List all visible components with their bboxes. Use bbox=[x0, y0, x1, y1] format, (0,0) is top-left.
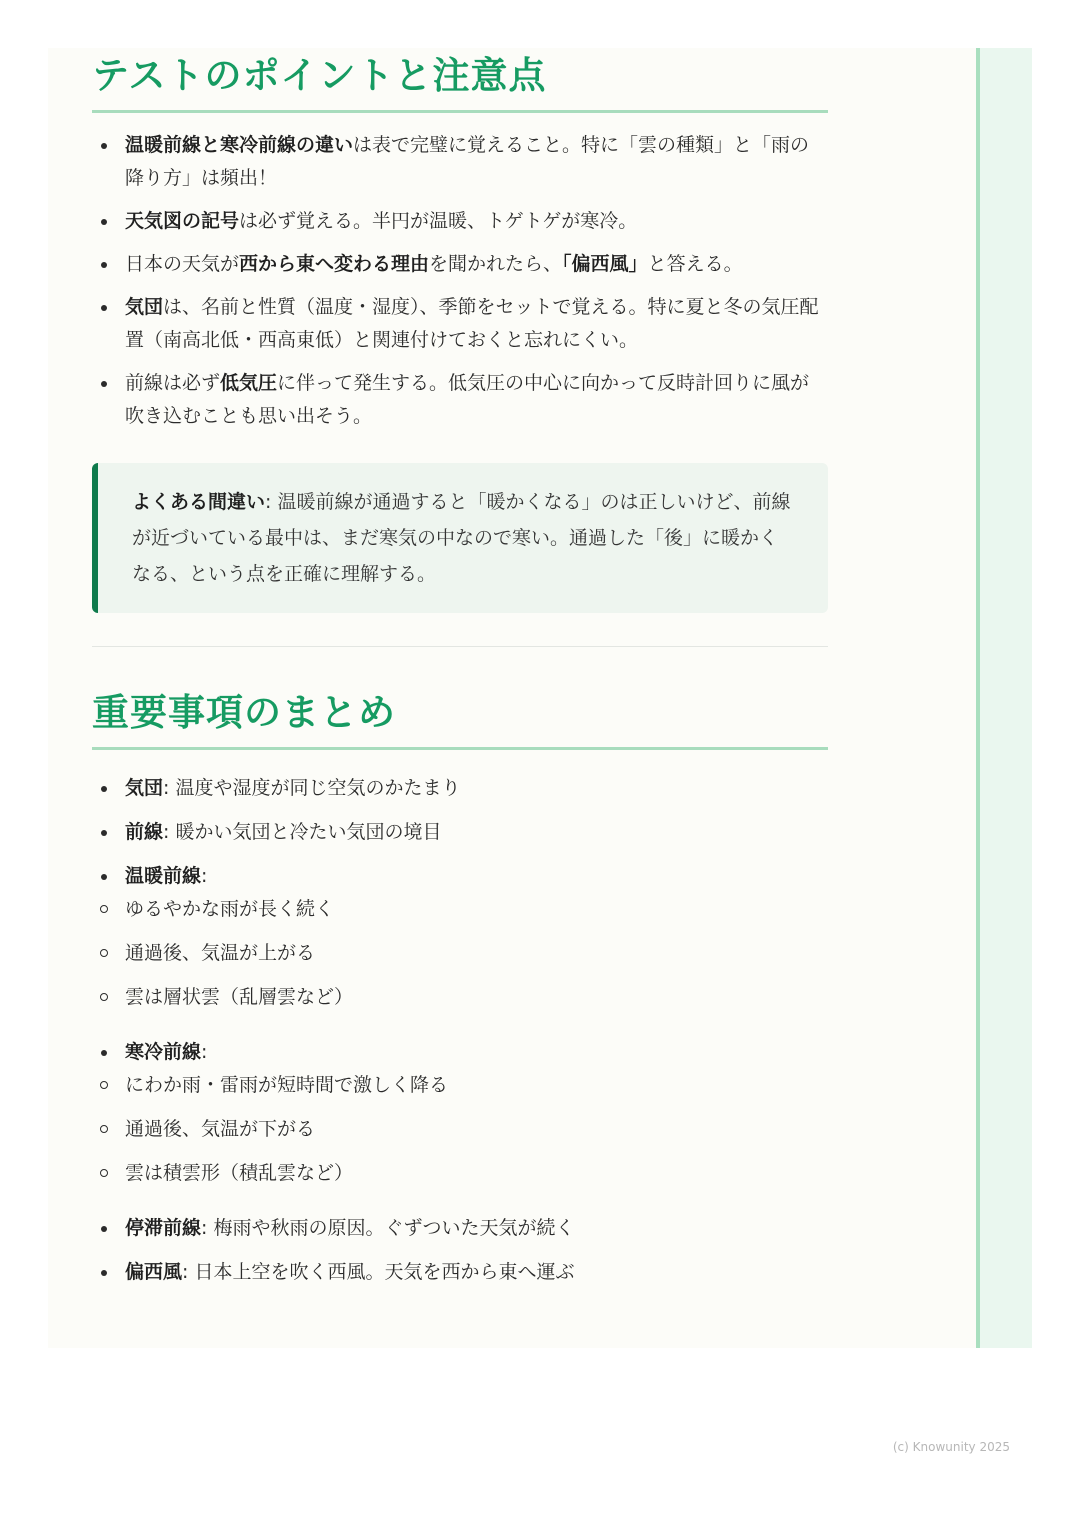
sub-list bbox=[92, 1069, 828, 1190]
bold-text: 温暖前線と寒冷前線の違い bbox=[125, 134, 354, 156]
text: を聞かれたら、 bbox=[429, 253, 563, 275]
text: 日本の天気が bbox=[125, 253, 240, 275]
term: 偏西風 bbox=[125, 1261, 183, 1283]
sub-list bbox=[92, 893, 828, 1014]
bold-text: 気団 bbox=[125, 296, 164, 318]
list-item bbox=[92, 129, 828, 195]
list-item bbox=[92, 1212, 828, 1245]
term: 停滞前線 bbox=[125, 1217, 202, 1239]
term: 温暖前線 bbox=[125, 865, 202, 887]
sub-list-item: 通過後、気温が上がる bbox=[92, 937, 828, 970]
text: と答える。 bbox=[647, 253, 743, 275]
section-divider bbox=[92, 646, 828, 647]
list-item bbox=[92, 772, 828, 805]
bold-text: 西から東へ変わる理由 bbox=[239, 253, 430, 275]
description: : 温度や湿度が同じ空気のかたまり bbox=[163, 777, 461, 799]
sub-list-item: 通過後、気温が下がる bbox=[92, 1113, 828, 1146]
term: 寒冷前線 bbox=[125, 1041, 202, 1063]
summary-list bbox=[92, 772, 828, 1289]
content bbox=[92, 48, 828, 1289]
side-strip bbox=[976, 48, 1032, 1348]
list-item bbox=[92, 291, 828, 357]
list-item bbox=[92, 1256, 828, 1289]
text: は表で完璧に覚えること。特に「雲の種類」と「雨の降り方」は頻出！ bbox=[125, 134, 810, 189]
term: 気団 bbox=[125, 777, 164, 799]
list-item bbox=[92, 816, 828, 849]
callout-text: : 温暖前線が通過すると「暖かくなる」のは正しいけど、前線が近づいている最中は、まだ寒気の中なので寒い。通過した「後」に暖かくなる、という点を正確に理解する。 bbox=[132, 491, 791, 585]
term: 前線 bbox=[125, 821, 164, 843]
list-item bbox=[92, 248, 828, 281]
common-mistake-callout bbox=[92, 463, 828, 613]
list-item bbox=[92, 367, 828, 433]
sub-list-item: ゆるやかな雨が長く続く bbox=[92, 893, 828, 926]
section-title-test-points: テストのポイントと注意点 bbox=[92, 48, 828, 113]
list-item bbox=[92, 205, 828, 238]
sub-list-item: 雲は層状雲（乱層雲など） bbox=[92, 981, 828, 1014]
description: : 梅雨や秋雨の原因。ぐずついた天気が続く bbox=[201, 1217, 575, 1239]
sub-list-item: 雲は積雲形（積乱雲など） bbox=[92, 1157, 828, 1190]
description: : bbox=[201, 865, 208, 887]
bold-text: 低気圧 bbox=[220, 372, 278, 394]
description: : bbox=[201, 1041, 208, 1063]
sub-list-item: にわか雨・雷雨が短時間で激しく降る bbox=[92, 1069, 828, 1102]
bold-text: 「偏西風」 bbox=[562, 253, 648, 275]
callout-label: よくある間違い bbox=[132, 491, 266, 513]
text: に伴って発生する。低気圧の中心に向かって反時計回りに風が吹き込むことも思い出そう。 bbox=[125, 372, 810, 427]
copyright-footer: (c) Knowunity 2025 bbox=[892, 1440, 1010, 1454]
section-title-summary: 重要事項のまとめ bbox=[92, 685, 828, 750]
text: は、名前と性質（温度・湿度）、季節をセットで覚える。特に夏と冬の気圧配置（南高北低・西高東低）と関連付けておくと忘れにくい。 bbox=[125, 296, 819, 351]
description: : 暖かい気団と冷たい気団の境目 bbox=[163, 821, 442, 843]
text: 前線は必ず bbox=[125, 372, 221, 394]
list-item bbox=[92, 1036, 828, 1190]
text: は必ず覚える。半円が温暖、トゲトゲが寒冷。 bbox=[239, 210, 638, 232]
test-points-list bbox=[92, 129, 828, 433]
bold-text: 天気図の記号 bbox=[125, 210, 240, 232]
description: : 日本上空を吹く西風。天気を西から東へ運ぶ bbox=[182, 1261, 575, 1283]
list-item bbox=[92, 860, 828, 1014]
